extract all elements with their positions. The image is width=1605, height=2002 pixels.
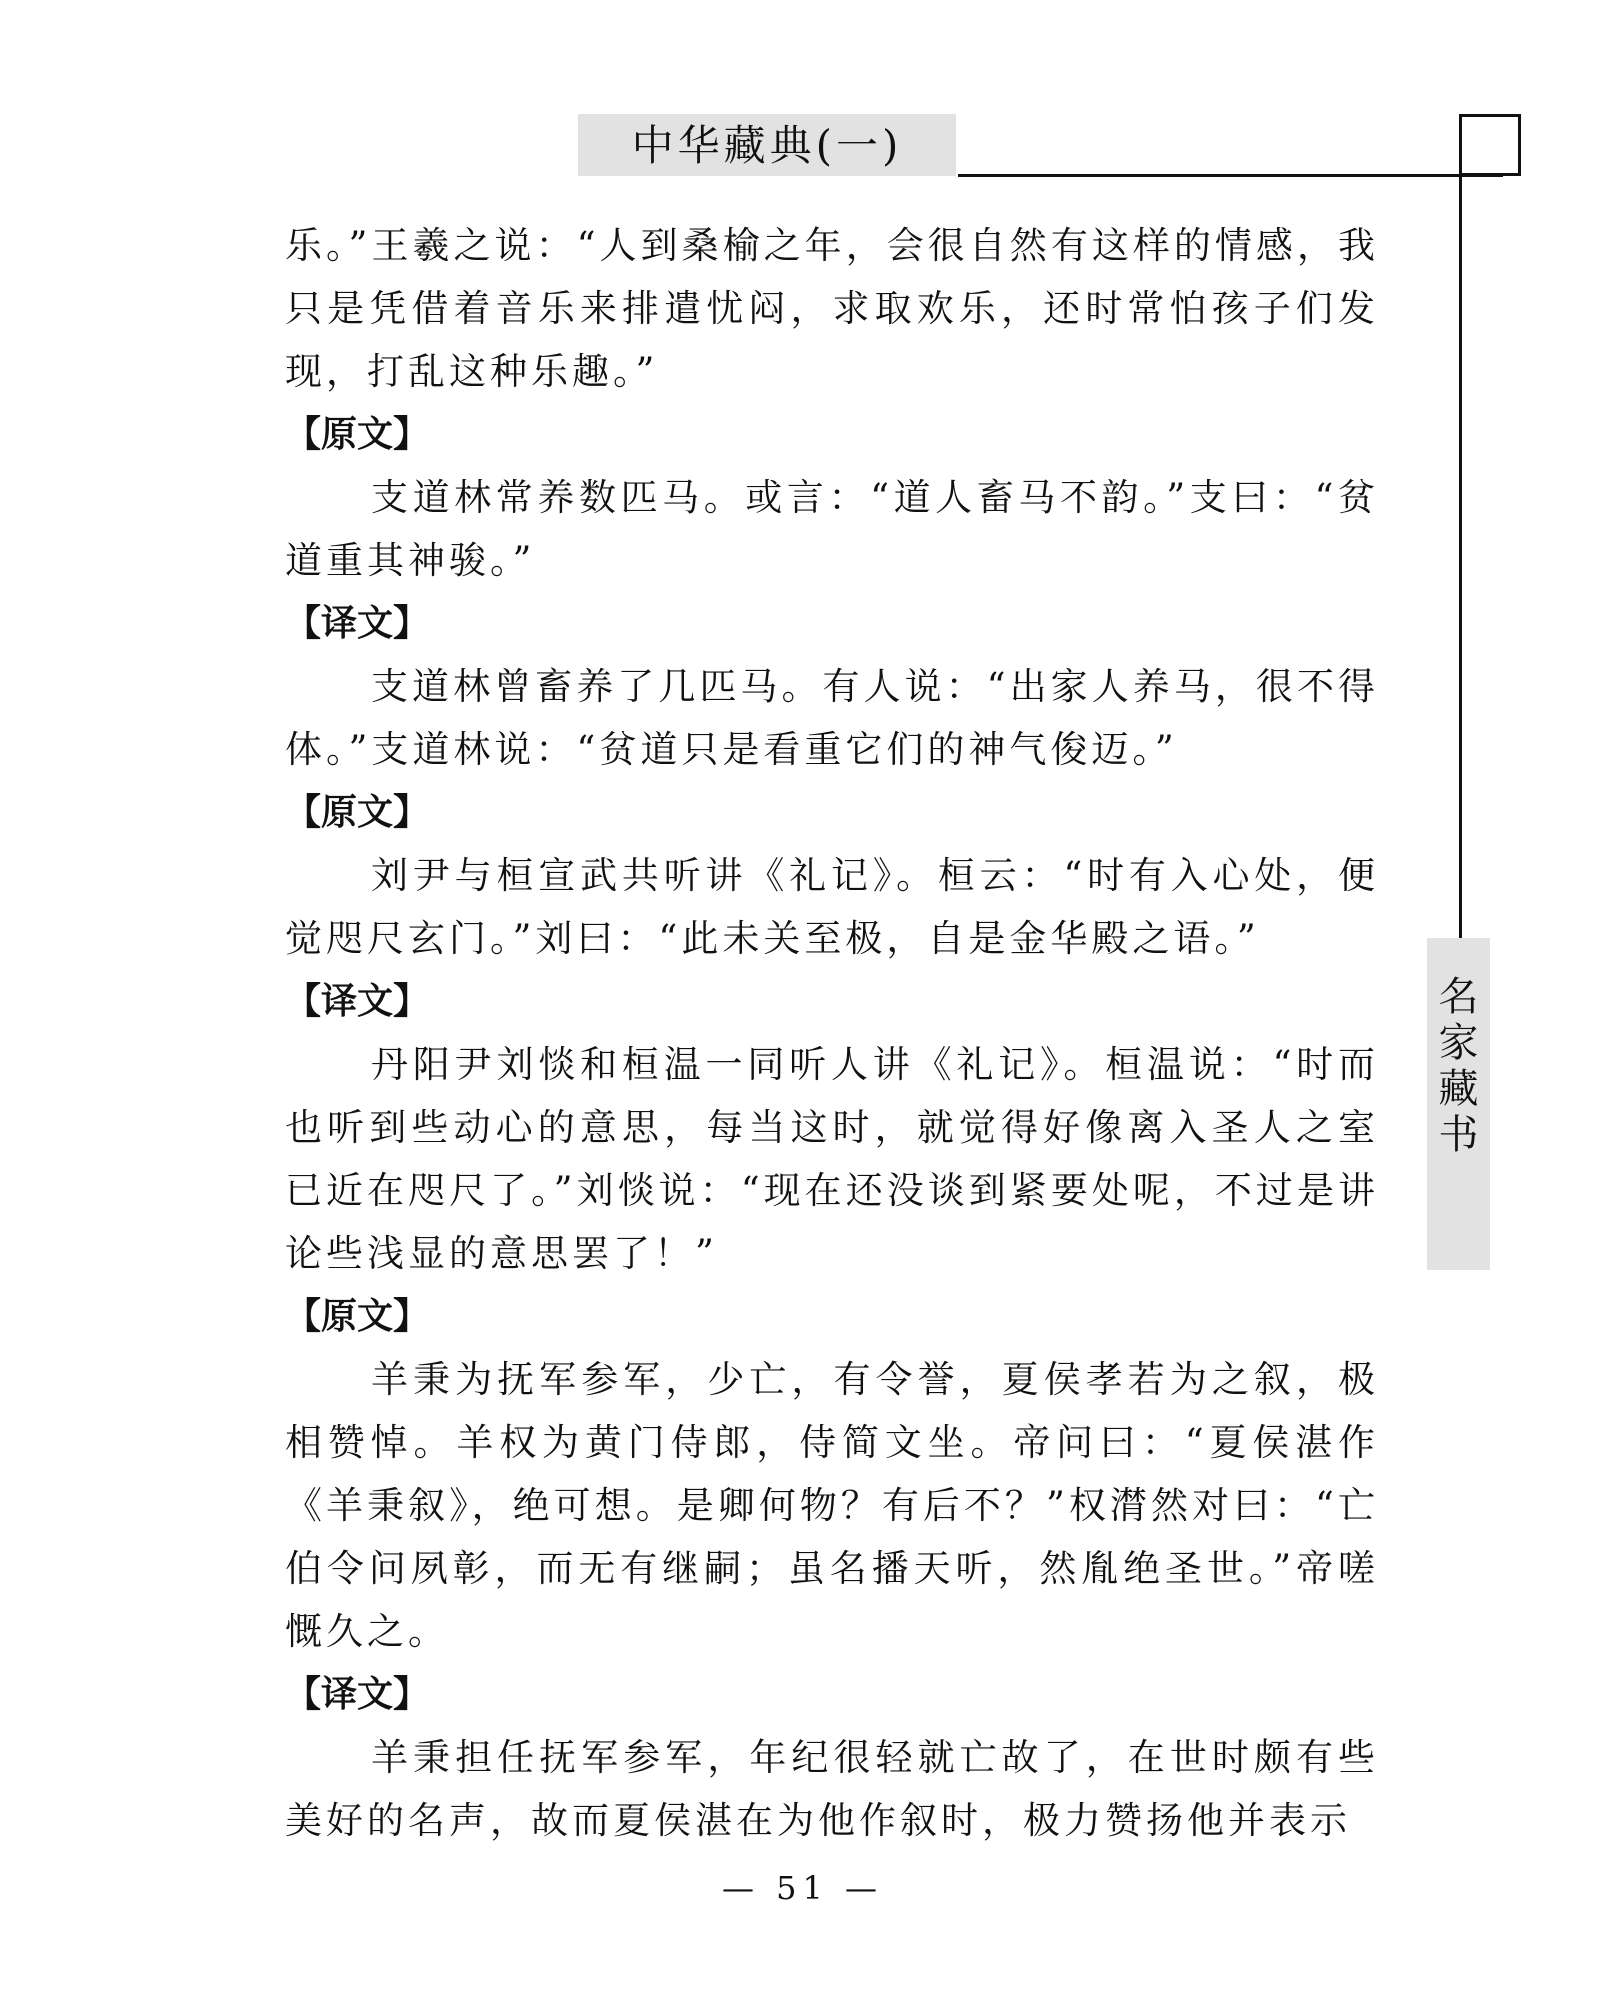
side-tab-char: 书: [1438, 1112, 1479, 1158]
paragraph: 丹阳尹刘惔和桓温一同听人讲《礼记》。桓温说：“时而也听到些动心的意思，每当这时，就觉得好像离入圣人之室已近在咫尺了。”刘惔说：“现在还没谈到紧要处呢，不过是讲论些浅显的意思罢了！”: [285, 1043, 1379, 1275]
paragraph: 支道林常养数匹马。或言：“道人畜马不韵。”支曰：“贫道重其神骏。”: [285, 476, 1379, 582]
body-text: [285, 214, 1379, 1852]
header-rule: [958, 174, 1503, 177]
paragraph: 乐。”王羲之说：“人到桑榆之年，会很自然有这样的情感，我只是凭借着音乐来排遣忧闷，求取欢乐，还时常怕孩子们发现，打乱这种乐趣。”: [285, 224, 1379, 393]
corner-box-ornament: [1459, 114, 1521, 176]
side-tab-char: 家: [1438, 1020, 1479, 1066]
section-label: 【译文】: [285, 603, 430, 644]
section-label: 【译文】: [285, 1674, 430, 1715]
side-tab-char: 藏: [1438, 1066, 1479, 1112]
section-label: 【原文】: [285, 414, 430, 455]
paragraph: 刘尹与桓宣武共听讲《礼记》。桓云：“时有入心处，便觉咫尺玄门。”刘曰：“此未关至极，自是金华殿之语。”: [285, 854, 1379, 960]
paragraph: 羊秉担任抚军参军，年纪很轻就亡故了，在世时颇有些美好的名声，故而夏侯湛在为他作叙时，极力赞扬他并表示: [285, 1736, 1379, 1842]
page-number: — 51 —: [721, 1869, 884, 1907]
section-label: 【译文】: [285, 981, 430, 1022]
paragraph: 支道林曾畜养了几匹马。有人说：“出家人养马，很不得体。”支道林说：“贫道只是看重它们的神气俊迈。”: [285, 665, 1379, 771]
section-label: 【原文】: [285, 792, 430, 833]
section-label: 【原文】: [285, 1296, 430, 1337]
page-header-title: 中华藏典(一): [631, 121, 903, 170]
paragraph: 羊秉为抚军参军，少亡，有令誉，夏侯孝若为之叙，极相赞悼。羊权为黄门侍郎，侍简文坐。帝问曰：“夏侯湛作《羊秉叙》，绝可想。是卿何物？有后不？”权潸然对曰：“亡伯令问夙彰，而无有继嗣；虽名播天听，然胤绝圣世。”帝嗟慨久之。: [285, 1358, 1379, 1653]
side-tab-char: 名: [1438, 974, 1479, 1020]
side-rule: [1459, 114, 1462, 938]
